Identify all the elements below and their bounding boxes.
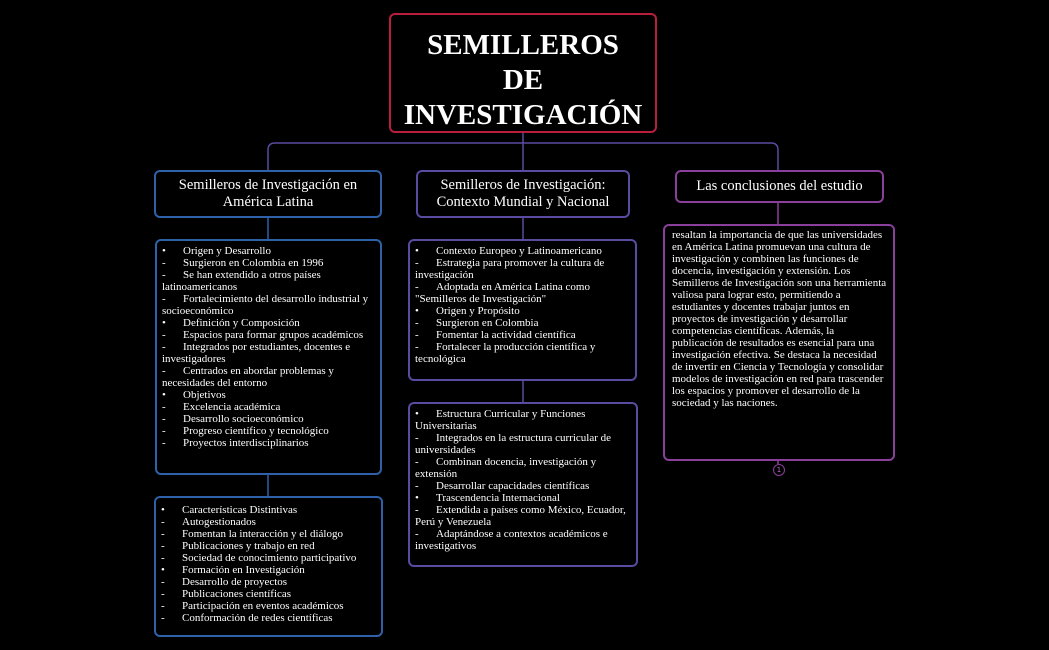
root-title-node[interactable] — [389, 13, 657, 133]
list-marker: - — [161, 576, 165, 588]
list-item-sub — [161, 540, 376, 552]
list-item-bullet — [415, 305, 630, 317]
list-item-text: Adoptada en América Latina como "Semilleros de Investigación" — [415, 281, 590, 305]
list-item-text: Centrados en abordar problemas y necesidades del entorno — [162, 365, 334, 389]
branch-heading-label: Las conclusiones del estudio — [696, 178, 863, 194]
list-item-sub — [161, 528, 376, 540]
list-item-text: Participación en eventos académicos — [182, 600, 344, 612]
list-item-text: Estrategia para promover la cultura de investigación — [415, 257, 605, 281]
list-marker: - — [162, 413, 166, 425]
list-marker: - — [162, 365, 166, 377]
list-marker: - — [415, 329, 419, 341]
list-item-bullet — [162, 389, 375, 401]
list-marker: - — [161, 588, 165, 600]
list-marker: - — [415, 341, 419, 353]
list-item-sub — [162, 425, 375, 437]
list-item-text: Trascendencia Internacional — [436, 492, 560, 504]
list-item-sub — [415, 317, 630, 329]
list-marker: - — [161, 528, 165, 540]
list-item-text: Publicaciones y trabajo en red — [182, 540, 315, 552]
list-item-bullet — [415, 492, 631, 504]
list-item-sub — [162, 329, 375, 341]
list-item-sub — [162, 269, 375, 293]
conclusion-node[interactable] — [663, 224, 895, 461]
list-item-sub — [415, 341, 630, 365]
list-item-sub — [161, 576, 376, 588]
list-node-estructura-curricular[interactable] — [408, 402, 638, 567]
list-marker: - — [161, 612, 165, 624]
list-marker: - — [415, 504, 419, 516]
list-marker: • — [415, 305, 419, 317]
list-item-text: Adaptándose a contextos académicos e investigativos — [415, 528, 608, 552]
list-item-sub — [415, 504, 631, 528]
list-marker: - — [161, 600, 165, 612]
list-item-text: Autogestionados — [182, 516, 256, 528]
list-item-sub — [162, 293, 375, 317]
list-item-sub — [162, 341, 375, 365]
list-item-sub — [162, 365, 375, 389]
list-node-origen-desarrollo[interactable] — [155, 239, 382, 475]
list-item-text: Integrados en la estructura curricular de universidades — [415, 432, 611, 456]
list-marker: - — [415, 528, 419, 540]
list-item-text: Surgieron en Colombia — [436, 317, 539, 329]
list-item-text: Estructura Curricular y Funciones Universitarias — [415, 408, 586, 432]
list-item-sub — [415, 432, 631, 456]
list-marker: - — [162, 269, 166, 281]
list-item-text: Contexto Europeo y Latinoamericano — [436, 245, 602, 257]
list-marker: • — [415, 408, 419, 420]
list-item-text: Proyectos interdisciplinarios — [183, 437, 309, 449]
list-marker: - — [162, 341, 166, 353]
list-marker: - — [161, 540, 165, 552]
list-item-sub — [415, 480, 631, 492]
list-marker: - — [415, 257, 419, 269]
list-item-text: Se han extendido a otros países latinoamericanos — [162, 269, 321, 293]
list-marker: - — [162, 293, 166, 305]
list-item-sub — [161, 516, 376, 528]
branch-heading-contexto[interactable] — [416, 170, 630, 218]
list-marker: - — [415, 281, 419, 293]
list-item-text: Fomentan la interacción y el diálogo — [182, 528, 343, 540]
list-marker: - — [161, 552, 165, 564]
branch-heading-label: Semilleros de Investigación: Contexto Mundial y Nacional — [436, 177, 610, 210]
list-item-text: Fortalecimiento del desarrollo industrial y socioeconómico — [162, 293, 369, 317]
list-item-text: Desarrollar capacidades científicas — [436, 480, 590, 492]
list-item-text: Integrados por estudiantes, docentes e investigadores — [162, 341, 351, 365]
list-marker: • — [161, 564, 165, 576]
list-marker: - — [415, 432, 419, 444]
list-item-sub — [162, 437, 375, 449]
list-marker: • — [162, 317, 166, 329]
list-item-sub — [162, 401, 375, 413]
list-marker: - — [415, 480, 419, 492]
list-item-text: Progreso científico y tecnológico — [183, 425, 329, 437]
list-item-text: Desarrollo de proyectos — [182, 576, 288, 588]
list-item-sub — [161, 612, 376, 624]
list-item-text: Desarrollo socioeconómico — [183, 413, 304, 425]
branch-heading-label: Semilleros de Investigación en América Latina — [178, 177, 358, 210]
list-item-text: Sociedad de conocimiento participativo — [182, 552, 357, 564]
list-item-text: Espacios para formar grupos académicos — [183, 329, 364, 341]
list-marker: - — [162, 437, 166, 449]
list-item-text: Características Distintivas — [182, 504, 298, 516]
list-marker: • — [162, 245, 166, 257]
list-node-contexto-europeo[interactable] — [408, 239, 637, 381]
list-item-text: Definición y Composición — [183, 317, 300, 329]
list-item-bullet — [161, 504, 376, 516]
list-marker: • — [162, 389, 166, 401]
collapse-count-badge[interactable]: 1 — [773, 464, 785, 476]
conclusion-text: resaltan la importancia de que las universidades en América Latina promuevan una cultura de investigación y combinen las funciones de docencia, investigación y extensión. Los Semilleros de Investigación son una herramienta valiosa para lograr esto, permitiendo a estudiantes y docentes trabajar juntos en proyectos de investigación y desarrollar competencias científicas. Además, la publicación de resultados es esencial para una investigación efectiva. Se destaca la necesidad de invertir en Ciencia y Tecnología y consolidar modelos de investigación en red para trascender los espacios y promover el desarrollo de la sociedad y las naciones. — [672, 229, 887, 409]
list-node-caracteristicas[interactable] — [154, 496, 383, 637]
list-item-bullet — [161, 564, 376, 576]
list-item-text: Origen y Desarrollo — [183, 245, 271, 257]
list-item-text: Objetivos — [183, 389, 226, 401]
list-item-sub — [415, 329, 630, 341]
branch-heading-america-latina[interactable] — [154, 170, 382, 218]
list-item-text: Formación en Investigación — [182, 564, 305, 576]
list-item-text: Extendida a países como México, Ecuador, Perú y Venezuela — [415, 504, 626, 528]
list-item-text: Conformación de redes científicas — [182, 612, 333, 624]
list-item-bullet — [415, 245, 630, 257]
list-marker: - — [161, 516, 165, 528]
list-item-sub — [161, 600, 376, 612]
list-item-text: Fortalecer la producción científica y tecnológica — [415, 341, 596, 365]
list-marker: - — [162, 425, 166, 437]
list-item-text: Combinan docencia, investigación y extensión — [415, 456, 597, 480]
list-marker: - — [415, 456, 419, 468]
list-item-sub — [415, 456, 631, 480]
list-item-text: Surgieron en Colombia en 1996 — [183, 257, 324, 269]
list-item-text: Publicaciones científicas — [182, 588, 292, 600]
list-item-text: Fomentar la actividad científica — [436, 329, 576, 341]
list-marker: - — [162, 329, 166, 341]
list-item-bullet — [162, 317, 375, 329]
list-marker: • — [415, 245, 419, 257]
list-item-sub — [161, 552, 376, 564]
list-item-sub — [161, 588, 376, 600]
list-item-bullet — [415, 408, 631, 432]
root-title: SEMILLEROS DE INVESTIGACIÓN — [403, 29, 643, 131]
list-marker: • — [415, 492, 419, 504]
list-marker: - — [415, 317, 419, 329]
list-item-sub — [162, 257, 375, 269]
list-item-sub — [415, 281, 630, 305]
list-item-bullet — [162, 245, 375, 257]
list-item-sub — [162, 413, 375, 425]
list-marker: • — [161, 504, 165, 516]
branch-heading-conclusiones[interactable] — [675, 170, 884, 203]
list-item-sub — [415, 257, 630, 281]
list-marker: - — [162, 401, 166, 413]
list-marker: - — [162, 257, 166, 269]
list-item-text: Excelencia académica — [183, 401, 281, 413]
list-item-sub — [415, 528, 631, 552]
list-item-text: Origen y Propósito — [436, 305, 520, 317]
